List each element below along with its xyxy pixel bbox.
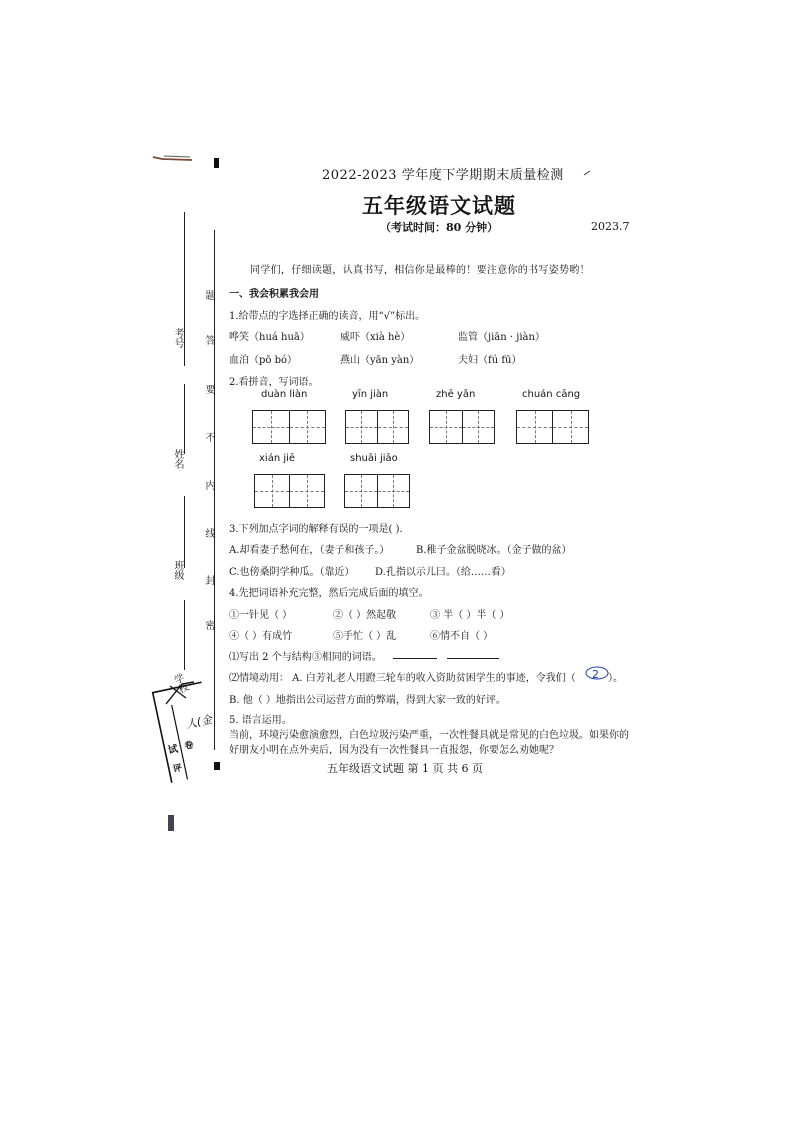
q4-item-3: ③ 半（ ）半（ ）	[430, 610, 510, 621]
q4-sub1: ⑴写出 2 个与结构③相同的词语。	[229, 652, 382, 663]
seal-char-8: 密	[203, 620, 214, 630]
q3-option-b: B.稚子金盆脱晓冰。（金子做的盆）	[416, 545, 572, 556]
grader-label-2: 评	[172, 763, 184, 775]
q4-item-6: ⑥情不自（ ）	[430, 631, 494, 642]
handwritten-answer: 2	[592, 668, 599, 681]
q4-sub2-end: ）。	[608, 673, 623, 684]
q5-text-line-1: 当前，环境污染愈演愈烈，白色垃圾污染严重，一次性餐具就是常见的白色垃圾。如果你的	[229, 730, 629, 741]
class-write-line	[184, 496, 185, 568]
seal-char-5: 内	[203, 480, 214, 490]
label-school: 学校	[170, 672, 189, 696]
grader-handwriting: 人(金	[184, 713, 214, 732]
q1-item-1: 哗笑（huá huā）	[229, 332, 310, 343]
q1-item-3: 监管（jiān · jiàn）	[458, 332, 545, 343]
name-write-line	[184, 384, 185, 454]
q1-item-2: 威吓（xià hè）	[340, 332, 411, 343]
pinyin-answer-box-5[interactable]	[254, 474, 325, 508]
exam-date: 2023.7	[591, 220, 630, 233]
q4-sub2: ⑵情境动用： A. 白芳礼老人用蹬三轮车的收入资助贫困学生的事迹，令我们（	[229, 673, 576, 684]
exam-time: （考试时间：80 分钟）	[380, 221, 499, 234]
seal-char-6: 线	[203, 528, 214, 538]
q1-prompt: 1.给带点的字选择正确的读音，用“√”标出。	[229, 311, 426, 322]
q3-option-d: D.孔指以示儿曰。（给……看）	[375, 567, 511, 578]
seal-char-7: 封	[203, 575, 214, 585]
pinyin-answer-box-1[interactable]	[252, 410, 326, 444]
seal-char-1: 题	[203, 290, 214, 300]
handwritten-circle	[584, 665, 610, 681]
intro-text: 同学们，仔细读题，认真书写，相信你是最棒的！要注意你的书写姿势哟！	[250, 265, 590, 276]
registration-mark-top	[214, 158, 219, 168]
pinyin-answer-box-2[interactable]	[345, 410, 409, 444]
q4-item-2: ②（ ）然起敬	[333, 610, 397, 621]
pen-mark-cross	[160, 678, 200, 708]
pinyin-label-5: xián jiē	[259, 453, 296, 464]
exam-title: 五年级语文试题	[362, 193, 516, 218]
seal-char-3: 要	[203, 384, 214, 394]
pinyin-answer-box-3[interactable]	[429, 410, 495, 444]
q3-option-a: A.却看妻子愁何在，（妻子和孩子。）	[229, 545, 390, 556]
registration-mark-corner	[168, 815, 174, 831]
q1-item-5: 燕山（yān yàn）	[340, 355, 420, 366]
q1-item-6: 夫妇（fú fū）	[458, 355, 522, 366]
q2-prompt: 2.看拼音，写词语。	[229, 377, 319, 388]
label-student-id: 考号	[172, 328, 183, 348]
q4-item-5: ⑤手忙（ ）乱	[333, 631, 397, 642]
q1-item-4: 血泊（pō bó）	[229, 355, 298, 366]
pinyin-answer-box-6[interactable]	[344, 474, 410, 508]
q4-item-1: ①一针见（ ）	[229, 610, 293, 621]
seal-char-2: 答	[203, 335, 214, 345]
q4-prompt: 4.先把词语补充完整，然后完成后面的填空。	[229, 588, 429, 599]
q3-option-c: C.也傍桑阴学种瓜。（靠近）	[229, 567, 355, 578]
pinyin-label-3: zhē yǎn	[436, 389, 476, 400]
label-class: 班级	[172, 560, 183, 580]
q4-sub1-blank-1[interactable]	[393, 658, 437, 659]
seal-char-4: 不	[203, 432, 214, 442]
pinyin-answer-box-4[interactable]	[516, 410, 589, 444]
pinyin-label-4: chuán cāng	[522, 389, 581, 400]
grader-label-3: 卷	[183, 740, 195, 753]
q4-item-4: ④（ ）有成竹	[229, 631, 293, 642]
page-footer: 五年级语文试题 第 1 页 共 6 页	[327, 762, 483, 775]
q5-text-line-2: 好朋友小明在点外卖后，因为没有一次性餐具一直报怨，你要怎么劝她呢？	[229, 745, 559, 756]
school-write-line	[184, 600, 185, 670]
pinyin-label-2: yīn jiàn	[352, 389, 389, 400]
q5-prompt: 5. 语言运用。	[229, 715, 292, 726]
section-title: 一、我会积累我会用	[229, 289, 319, 300]
q4-sub3: B. 他（ ）地指出公司运营方面的弊端，得到大家一致的好评。	[229, 695, 506, 706]
label-name: 姓名	[172, 449, 183, 469]
pinyin-label-6: shuāi jiāo	[350, 453, 398, 464]
seal-line	[214, 230, 215, 750]
q4-sub1-blank-2[interactable]	[447, 658, 499, 659]
pen-mark-scribble	[150, 150, 200, 166]
q3-prompt: 3.下列加点字词的解释有误的一项是( ).	[229, 524, 403, 535]
pinyin-label-1: duàn liàn	[261, 389, 308, 400]
grader-label-1: 试	[167, 743, 180, 757]
pen-mark-tick	[582, 168, 594, 178]
exam-term-title: 2022-2023 学年度下学期期末质量检测	[322, 168, 564, 183]
